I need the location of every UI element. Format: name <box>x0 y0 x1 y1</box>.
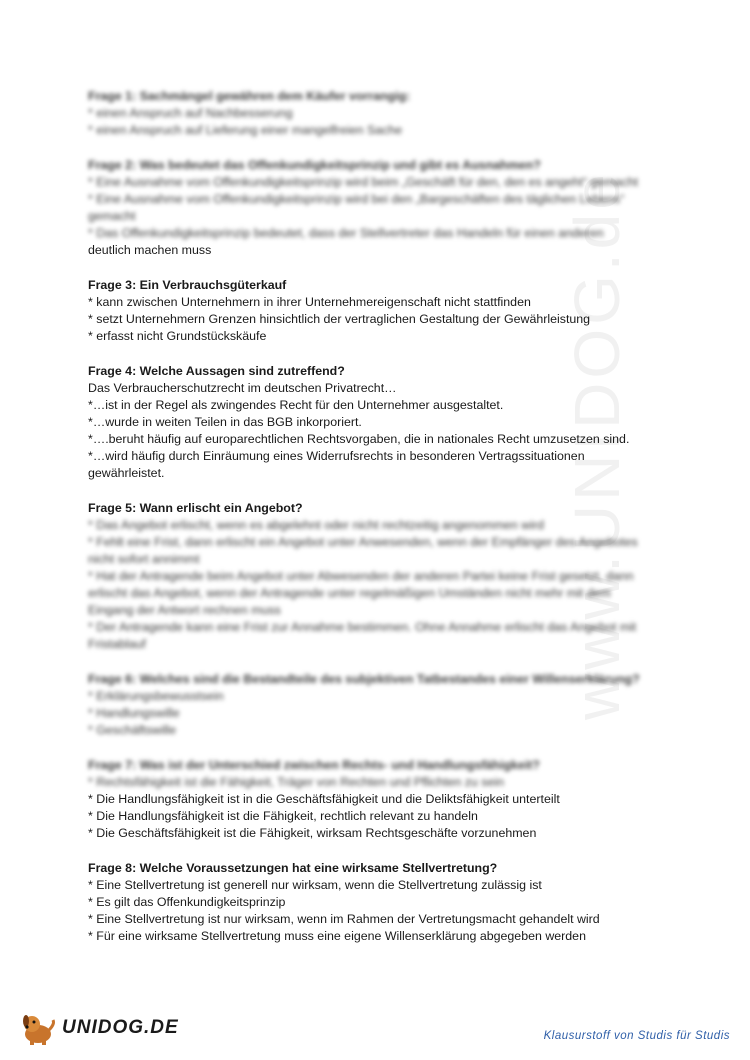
watermark: www.UNIDOG.de <box>561 170 633 720</box>
answer-line: * Das Offenkundigkeitsprinzip bedeutet, dass der Stellvertreter das Handeln für einen anderen <box>88 226 604 240</box>
answer-line: * Erklärungsbewusstsein <box>88 689 224 703</box>
answer-line: *….beruht häufig auf europarechtlichen Rechtsvorgaben, die in nationales Recht umzusetzen sind. <box>88 432 630 446</box>
answer-line: * Eine Ausnahme vom Offenkundigkeitsprinzip wird beim „Geschäft für den, den es angeht“ gemacht <box>88 175 639 189</box>
answer-line: gemacht <box>88 209 136 223</box>
dog-logo-icon <box>18 1010 58 1046</box>
answer-line: *…wird häufig durch Einräumung eines Widerrufsrechts in besonderen Vertragssituationen <box>88 449 585 463</box>
footer-logo[interactable] <box>18 1010 179 1046</box>
answer-line: * Die Handlungsfähigkeit ist in die Geschäftsfähigkeit und die Deliktsfähigkeit unterteilt <box>88 792 560 806</box>
answer-line: * Eine Ausnahme vom Offenkundigkeitsprinzip wird bei den „Bargeschäften des täglichen Lebens“ <box>88 192 625 206</box>
question-title: Frage 5: Wann erlischt ein Angebot? <box>88 501 303 515</box>
question-block <box>88 671 668 739</box>
answer-line: * Rechtsfähigkeit ist die Fähigkeit, Träger von Rechten und Pflichten zu sein <box>88 775 504 789</box>
question-title: Frage 1: Sachmängel gewähren dem Käufer vorrangig: <box>88 89 411 103</box>
answer-line: Das Verbraucherschutzrecht im deutschen Privatrecht… <box>88 381 397 395</box>
answer-line: * Geschäftswille <box>88 723 177 737</box>
answer-line: * Für eine wirksame Stellvertretung muss eine eigene Willenserklärung abgegeben werden <box>88 929 586 943</box>
answer-line: * einen Anspruch auf Lieferung einer mangelfreien Sache <box>88 123 403 137</box>
answer-line: *…ist in der Regel als zwingendes Recht für den Unternehmer ausgestaltet. <box>88 398 504 412</box>
question-list <box>88 88 668 963</box>
footer-slogan: Klausurstoff von Studis für Studis <box>543 1030 730 1042</box>
question-block <box>88 363 668 482</box>
answer-line: * Hat der Antragende beim Angebot unter Abwesenden der anderen Partei keine Frist gesetzt, dann <box>88 569 634 583</box>
question-block <box>88 860 668 945</box>
answer-line: *…wurde in weiten Teilen in das BGB inkorporiert. <box>88 415 362 429</box>
answer-line: * Die Handlungsfähigkeit ist die Fähigkeit, rechtlich relevant zu handeln <box>88 809 478 823</box>
answer-line: Eingang der Antwort rechnen muss <box>88 603 281 617</box>
answer-line: * erfasst nicht Grundstückskäufe <box>88 329 267 343</box>
answer-line: * Die Geschäftsfähigkeit ist die Fähigkeit, wirksam Rechtsgeschäfte vorzunehmen <box>88 826 537 840</box>
answer-line: Fristablauf <box>88 637 146 651</box>
question-block <box>88 500 668 653</box>
answer-line: deutlich machen muss <box>88 243 212 257</box>
answer-line: * Fehlt eine Frist, dann erlischt ein Angebot unter Anwesenden, wenn der Empfänger des Angebotes <box>88 535 638 549</box>
question-title: Frage 3: Ein Verbrauchsgüterkauf <box>88 278 287 292</box>
answer-line: * Der Antragende kann eine Frist zur Annahme bestimmen. Ohne Annahme erlischt das Angebot mit <box>88 620 637 634</box>
answer-line: erlischt das Angebot, wenn der Antragende unter regelmäßigen Umständen nicht mehr mit dem <box>88 586 611 600</box>
answer-line: * einen Anspruch auf Nachbesserung <box>88 106 293 120</box>
question-title: Frage 2: Was bedeutet das Offenkundigkeitsprinzip und gibt es Ausnahmen? <box>88 158 541 172</box>
answer-line: * Es gilt das Offenkundigkeitsprinzip <box>88 895 286 909</box>
question-block <box>88 88 668 139</box>
answer-line: * Eine Stellvertretung ist nur wirksam, wenn im Rahmen der Vertretungsmacht gehandelt wird <box>88 912 600 926</box>
answer-line: * Das Angebot erlischt, wenn es abgelehnt oder nicht rechtzeitig angenommen wird <box>88 518 544 532</box>
question-block <box>88 757 668 842</box>
answer-line: nicht sofort annimmt <box>88 552 200 566</box>
answer-line: * Eine Stellvertretung ist generell nur wirksam, wenn die Stellvertretung zulässig ist <box>88 878 542 892</box>
question-block <box>88 277 668 345</box>
question-block <box>88 157 668 259</box>
answer-line: * Handlungswille <box>88 706 180 720</box>
question-title: Frage 7: Was ist der Unterschied zwischen Rechts- und Handlungsfähigkeit? <box>88 758 540 772</box>
question-title: Frage 6: Welches sind die Bestandteile des subjektiven Tatbestandes einer Willenserklärung? <box>88 672 640 686</box>
question-title: Frage 4: Welche Aussagen sind zutreffend? <box>88 364 345 378</box>
answer-line: * setzt Unternehmern Grenzen hinsichtlich der vertraglichen Gestaltung der Gewährleistung <box>88 312 591 326</box>
logo-text: UNIDOG.DE <box>62 1017 179 1038</box>
question-title: Frage 8: Welche Voraussetzungen hat eine wirksame Stellvertretung? <box>88 861 498 875</box>
answer-line: gewährleistet. <box>88 466 165 480</box>
answer-line: * kann zwischen Unternehmern in ihrer Unternehmereigenschaft nicht stattfinden <box>88 295 531 309</box>
